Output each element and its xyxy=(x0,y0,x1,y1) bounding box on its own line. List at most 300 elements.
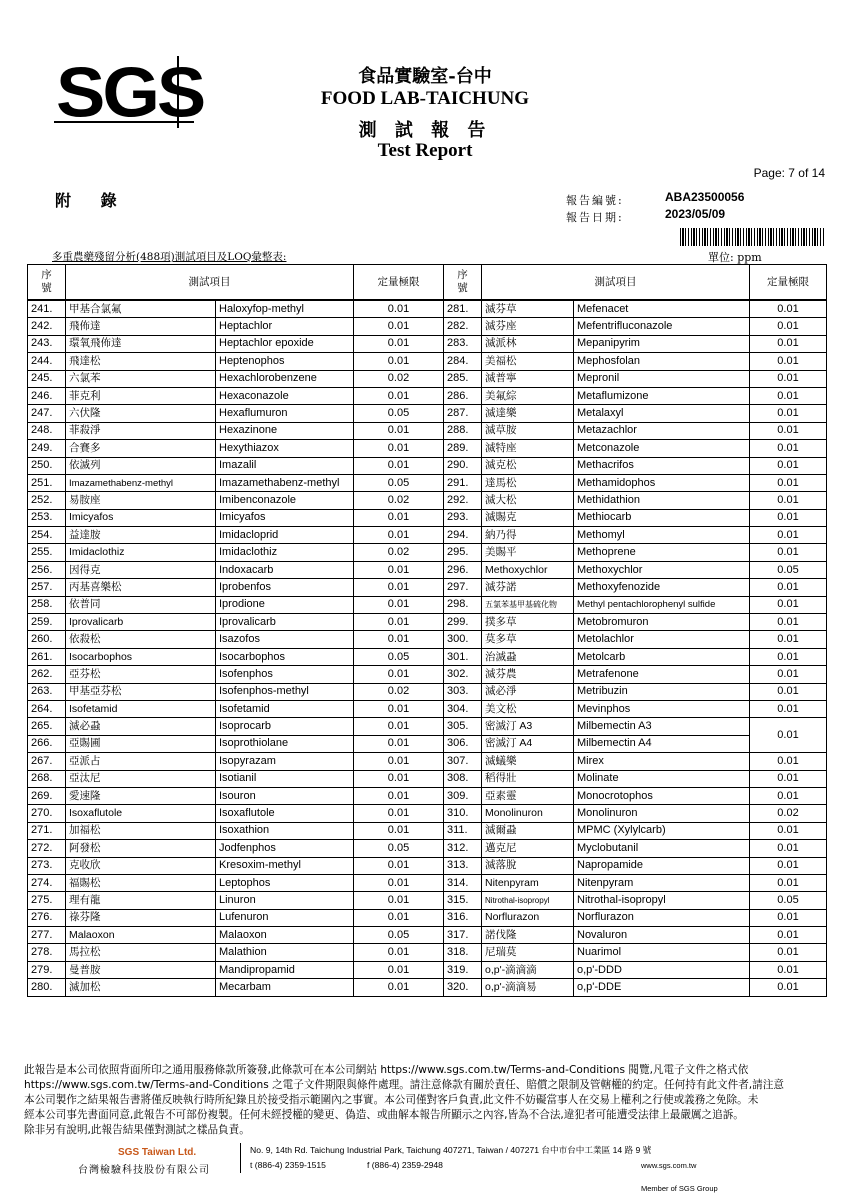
loq-value: 0.01 xyxy=(750,300,827,318)
table-row xyxy=(28,300,827,318)
row-number: 260. xyxy=(28,631,66,648)
pesticide-name-zh: Isoxaflutole xyxy=(66,805,216,822)
company-tel: t (886-4) 2359-1515 xyxy=(250,1160,326,1170)
pesticide-name-en: Isofetamid xyxy=(216,700,354,717)
loq-value: 0.01 xyxy=(354,335,444,352)
report-no-label: 報告編號: xyxy=(566,194,624,207)
loq-value: 0.01 xyxy=(354,579,444,596)
row-number: 293. xyxy=(444,509,482,526)
row-number: 291. xyxy=(444,474,482,491)
pesticide-name-zh: 納乃得 xyxy=(482,527,574,544)
loq-value: 0.01 xyxy=(354,440,444,457)
row-number: 273. xyxy=(28,857,66,874)
row-number: 271. xyxy=(28,822,66,839)
loq-value: 0.01 xyxy=(750,544,827,561)
pesticide-name-en: Napropamide xyxy=(574,857,750,874)
loq-value: 0.01 xyxy=(354,527,444,544)
pesticide-name-zh: Methoxychlor xyxy=(482,561,574,578)
pesticide-name-en: Linuron xyxy=(216,892,354,909)
col-header-loq: 定量極限 xyxy=(354,265,444,301)
pesticide-name-en: Isofenphos-methyl xyxy=(216,683,354,700)
pesticide-name-en: Metalaxyl xyxy=(574,405,750,422)
company-fax: f (886-4) 2359-2948 xyxy=(367,1160,443,1170)
table-row xyxy=(28,979,827,996)
table-row xyxy=(28,735,827,752)
loq-value: 0.01 xyxy=(750,770,827,787)
table-row xyxy=(28,457,827,474)
loq-value: 0.05 xyxy=(354,927,444,944)
loq-value: 0.01 xyxy=(354,909,444,926)
table-row xyxy=(28,440,827,457)
pesticide-name-zh: Imazamethabenz-methyl xyxy=(66,474,216,491)
row-number: 269. xyxy=(28,787,66,804)
pesticide-name-en: MPMC (Xylylcarb) xyxy=(574,822,750,839)
loq-value: 0.01 xyxy=(750,700,827,717)
loq-value: 0.01 xyxy=(354,596,444,613)
loq-value: 0.01 xyxy=(354,561,444,578)
loq-value: 0.01 xyxy=(354,753,444,770)
sgs-logo-text: SGS xyxy=(56,53,204,132)
table-row xyxy=(28,335,827,352)
pesticide-name-en: Heptachlor epoxide xyxy=(216,335,354,352)
company-name-zh: 台灣檢驗科技股份有限公司 xyxy=(78,1165,210,1176)
pesticide-name-zh: Isofetamid xyxy=(66,700,216,717)
loq-value: 0.01 xyxy=(750,822,827,839)
table-row xyxy=(28,753,827,770)
row-number: 283. xyxy=(444,335,482,352)
row-number: 249. xyxy=(28,440,66,457)
col-header-loq: 定量極限 xyxy=(750,265,827,301)
pesticide-name-zh: 依滅列 xyxy=(66,457,216,474)
row-number: 257. xyxy=(28,579,66,596)
pesticide-name-en: Isoprocarb xyxy=(216,718,354,735)
pesticide-name-zh: 六氯苯 xyxy=(66,370,216,387)
report-title-zh: 測 試 報 告 xyxy=(358,120,492,141)
pesticide-name-en: Isoxathion xyxy=(216,822,354,839)
loq-value: 0.05 xyxy=(354,474,444,491)
row-number: 267. xyxy=(28,753,66,770)
table-row xyxy=(28,405,827,422)
table-row xyxy=(28,840,827,857)
loq-value: 0.02 xyxy=(750,805,827,822)
pesticide-name-en: Isocarbophos xyxy=(216,648,354,665)
pesticide-name-zh: 愛速隆 xyxy=(66,787,216,804)
pesticide-name-en: Methacrifos xyxy=(574,457,750,474)
loq-value: 0.01 xyxy=(354,857,444,874)
loq-value: 0.01 xyxy=(354,718,444,735)
row-number: 302. xyxy=(444,666,482,683)
table-row xyxy=(28,631,827,648)
pesticide-name-en: Mirex xyxy=(574,753,750,770)
row-number: 281. xyxy=(444,300,482,318)
loq-value: 0.01 xyxy=(354,944,444,961)
report-no: ABA23500056 xyxy=(665,190,745,204)
pesticide-name-en: o,p'-DDD xyxy=(574,961,750,978)
pesticide-name-zh: 亞汰尼 xyxy=(66,770,216,787)
loq-value: 0.01 xyxy=(750,457,827,474)
row-number: 289. xyxy=(444,440,482,457)
pesticide-name-en: Metconazole xyxy=(574,440,750,457)
pesticide-name-zh: 曼普胺 xyxy=(66,961,216,978)
pesticide-name-zh: Imidaclothiz xyxy=(66,544,216,561)
row-number: 251. xyxy=(28,474,66,491)
member-of-sgs: Member of SGS Group xyxy=(641,1184,718,1193)
pesticide-name-zh: 菲殺淨 xyxy=(66,422,216,439)
pesticide-name-en: Nitrothal-isopropyl xyxy=(574,892,750,909)
pesticide-name-zh: 邁克尼 xyxy=(482,840,574,857)
pesticide-name-zh: 美文松 xyxy=(482,700,574,717)
loq-value: 0.01 xyxy=(354,700,444,717)
company-website: www.sgs.com.tw xyxy=(641,1161,697,1170)
row-number: 286. xyxy=(444,387,482,404)
loq-value: 0.01 xyxy=(354,666,444,683)
pesticide-name-en: Methomyl xyxy=(574,527,750,544)
pesticide-name-zh: 依普同 xyxy=(66,596,216,613)
loq-value: 0.01 xyxy=(354,770,444,787)
pesticide-name-en: Imicyafos xyxy=(216,509,354,526)
pesticide-name-zh: 滅芬諾 xyxy=(482,579,574,596)
loq-value: 0.01 xyxy=(354,614,444,631)
row-number: 282. xyxy=(444,318,482,335)
pesticide-name-en: Kresoxim-methyl xyxy=(216,857,354,874)
pesticide-name-en: Lufenuron xyxy=(216,909,354,926)
pesticide-name-en: Jodfenphos xyxy=(216,840,354,857)
pesticide-name-en: o,p'-DDE xyxy=(574,979,750,996)
pesticide-name-zh: 六伏隆 xyxy=(66,405,216,422)
pesticide-name-en: Hexaconazole xyxy=(216,387,354,404)
loq-value: 0.01 xyxy=(750,318,827,335)
pesticide-name-zh: 諾伐隆 xyxy=(482,927,574,944)
pesticide-name-zh: 祿芬隆 xyxy=(66,909,216,926)
pesticide-name-en: Methiocarb xyxy=(574,509,750,526)
pesticide-name-en: Myclobutanil xyxy=(574,840,750,857)
pesticide-name-zh: 達馬松 xyxy=(482,474,574,491)
loq-value: 0.01 xyxy=(750,857,827,874)
row-number: 272. xyxy=(28,840,66,857)
table-header-row xyxy=(28,265,827,301)
loq-value: 0.01 xyxy=(354,979,444,996)
pesticide-name-en: Iprobenfos xyxy=(216,579,354,596)
pesticide-name-zh: 莫多草 xyxy=(482,631,574,648)
disclaimer xyxy=(24,1063,830,1138)
pesticide-name-en: Methyl pentachlorophenyl sulfide xyxy=(574,596,750,613)
pesticide-name-en: Hexachlorobenzene xyxy=(216,370,354,387)
table-row xyxy=(28,718,827,735)
table-row xyxy=(28,927,827,944)
table-row xyxy=(28,805,827,822)
pesticide-name-zh: 滅賜克 xyxy=(482,509,574,526)
loq-value: 0.05 xyxy=(354,648,444,665)
pesticide-name-en: Metobromuron xyxy=(574,614,750,631)
table-row xyxy=(28,892,827,909)
row-number: 276. xyxy=(28,909,66,926)
pesticide-name-en: Methamidophos xyxy=(574,474,750,491)
row-number: 319. xyxy=(444,961,482,978)
table-row xyxy=(28,648,827,665)
pesticide-name-en: Isopyrazam xyxy=(216,753,354,770)
row-number: 268. xyxy=(28,770,66,787)
row-number: 298. xyxy=(444,596,482,613)
disclaimer-line: 此報告是本公司依照背面所印之通用服務條款所簽發,此條款可在本公司網站 https://www.sgs.com.tw/Terms-and-Conditions 閱覽,凡電子文件之格式依 xyxy=(24,1064,749,1076)
loq-value: 0.01 xyxy=(750,474,827,491)
row-number: 315. xyxy=(444,892,482,909)
pesticide-name-en: Hexythiazox xyxy=(216,440,354,457)
loq-value: 0.01 xyxy=(750,944,827,961)
row-number: 243. xyxy=(28,335,66,352)
loq-value: 0.01 xyxy=(354,300,444,318)
pesticide-name-en: Mepronil xyxy=(574,370,750,387)
table-row xyxy=(28,561,827,578)
pesticide-name-zh: 美福松 xyxy=(482,353,574,370)
loq-value: 0.01 xyxy=(354,735,444,752)
pesticide-name-zh: 美氟綜 xyxy=(482,387,574,404)
table-row xyxy=(28,509,827,526)
table-row xyxy=(28,353,827,370)
row-number: 292. xyxy=(444,492,482,509)
col-header-item: 測試項目 xyxy=(482,265,750,301)
pesticide-name-en: Imazalil xyxy=(216,457,354,474)
row-number: 294. xyxy=(444,527,482,544)
disclaimer-line: 除非另有說明,此報告結果僅對測試之樣品負責。 xyxy=(24,1124,250,1136)
company-address: No. 9, 14th Rd. Taichung Industrial Park, Taichung 407271, Taiwan / 407271 台中市台中工業區 14 路 9 號 xyxy=(250,1145,652,1155)
loq-value: 0.01 xyxy=(750,648,827,665)
row-number: 255. xyxy=(28,544,66,561)
pesticide-name-en: Imazamethabenz-methyl xyxy=(216,474,354,491)
row-number: 263. xyxy=(28,683,66,700)
loq-value: 0.01 xyxy=(750,527,827,544)
table-row xyxy=(28,544,827,561)
pesticide-name-zh: 環氧飛佈達 xyxy=(66,335,216,352)
table-row xyxy=(28,822,827,839)
table-row xyxy=(28,683,827,700)
row-number: 313. xyxy=(444,857,482,874)
pesticide-name-zh: Norflurazon xyxy=(482,909,574,926)
pesticide-name-zh: 益達胺 xyxy=(66,527,216,544)
loq-value: 0.01 xyxy=(750,787,827,804)
barcode xyxy=(680,228,825,246)
loq-value: 0.01 xyxy=(750,579,827,596)
row-number: 301. xyxy=(444,648,482,665)
table-title: 多重農藥殘留分析(488項)測試項目及LOQ彙整表: xyxy=(52,251,287,263)
row-number: 266. xyxy=(28,735,66,752)
row-number: 285. xyxy=(444,370,482,387)
loq-value: 0.01 xyxy=(354,822,444,839)
loq-value: 0.01 xyxy=(750,596,827,613)
pesticide-name-zh: 理有龍 xyxy=(66,892,216,909)
row-number: 245. xyxy=(28,370,66,387)
pesticide-name-en: Metribuzin xyxy=(574,683,750,700)
loq-value: 0.01 xyxy=(354,805,444,822)
row-number: 252. xyxy=(28,492,66,509)
loq-value: 0.05 xyxy=(354,840,444,857)
pesticide-name-en: Milbemectin A4 xyxy=(574,735,750,752)
disclaimer-line: 經本公司事先書面同意,此報告不可部份複製。任何未經授權的變更、偽造、或曲解本報告所顯示之內容,皆為不合法,違犯者可能遭受法律上最嚴厲之追訴。 xyxy=(24,1109,744,1121)
pesticide-name-zh: 亞派占 xyxy=(66,753,216,770)
row-number: 309. xyxy=(444,787,482,804)
appendix-heading: 附 錄 xyxy=(55,191,129,210)
row-number: 270. xyxy=(28,805,66,822)
loq-value: 0.01 xyxy=(750,387,827,404)
pesticide-name-en: Mecarbam xyxy=(216,979,354,996)
pesticide-name-en: Malaoxon xyxy=(216,927,354,944)
pesticide-name-zh: 滅必蝨 xyxy=(66,718,216,735)
row-number: 274. xyxy=(28,874,66,891)
loq-value: 0.01 xyxy=(750,405,827,422)
pesticide-name-en: Nuarimol xyxy=(574,944,750,961)
pesticide-name-zh: 飛佈達 xyxy=(66,318,216,335)
pesticide-name-en: Malathion xyxy=(216,944,354,961)
pesticide-name-zh: 滅普寧 xyxy=(482,370,574,387)
pesticide-name-zh: 滅落脫 xyxy=(482,857,574,874)
pesticide-name-zh: 易胺座 xyxy=(66,492,216,509)
report-title-en: Test Report xyxy=(377,140,473,161)
loq-value: 0.01 xyxy=(750,631,827,648)
pesticide-name-en: Heptachlor xyxy=(216,318,354,335)
page-number: Page: 7 of 14 xyxy=(753,166,825,180)
table-row xyxy=(28,579,827,596)
row-number: 304. xyxy=(444,700,482,717)
row-number: 306. xyxy=(444,735,482,752)
pesticide-name-zh: 馬拉松 xyxy=(66,944,216,961)
pesticide-name-zh: Isocarbophos xyxy=(66,648,216,665)
loq-value: 0.01 xyxy=(750,509,827,526)
pesticide-name-en: Imidacloprid xyxy=(216,527,354,544)
table-row xyxy=(28,909,827,926)
row-number: 254. xyxy=(28,527,66,544)
table-row xyxy=(28,370,827,387)
row-number: 259. xyxy=(28,614,66,631)
pesticide-name-zh: Malaoxon xyxy=(66,927,216,944)
loq-value: 0.01 xyxy=(354,509,444,526)
pesticide-name-zh: 滅爾蝨 xyxy=(482,822,574,839)
pesticide-name-en: Mefenacet xyxy=(574,300,750,318)
pesticide-name-zh: 治滅蝨 xyxy=(482,648,574,665)
pesticide-name-en: Leptophos xyxy=(216,874,354,891)
lab-name-en: FOOD LAB-TAICHUNG xyxy=(320,88,530,109)
row-number: 262. xyxy=(28,666,66,683)
row-number: 256. xyxy=(28,561,66,578)
pesticide-name-en: Methoprene xyxy=(574,544,750,561)
row-number: 284. xyxy=(444,353,482,370)
unit-label: 單位: ppm xyxy=(708,251,762,264)
table-row xyxy=(28,944,827,961)
loq-value: 0.01 xyxy=(750,718,827,753)
pesticide-name-en: Isoxaflutole xyxy=(216,805,354,822)
pesticide-name-zh: 菲克利 xyxy=(66,387,216,404)
pesticide-name-zh: o,p'-滴滴滴 xyxy=(482,961,574,978)
pesticide-name-zh: 密滅汀 A3 xyxy=(482,718,574,735)
pesticide-name-zh: o,p'-滴滴易 xyxy=(482,979,574,996)
footer-divider xyxy=(240,1143,241,1173)
loq-value: 0.01 xyxy=(750,961,827,978)
row-number: 308. xyxy=(444,770,482,787)
table-row xyxy=(28,596,827,613)
pesticide-name-zh: 滅蟻樂 xyxy=(482,753,574,770)
row-number: 277. xyxy=(28,927,66,944)
row-number: 300. xyxy=(444,631,482,648)
loq-value: 0.01 xyxy=(354,422,444,439)
row-number: 316. xyxy=(444,909,482,926)
loq-value: 0.01 xyxy=(750,492,827,509)
pesticide-name-en: Methoxychlor xyxy=(574,561,750,578)
row-number: 244. xyxy=(28,353,66,370)
row-number: 305. xyxy=(444,718,482,735)
row-number: 279. xyxy=(28,961,66,978)
row-number: 253. xyxy=(28,509,66,526)
loq-value: 0.01 xyxy=(354,318,444,335)
pesticide-name-en: Mevinphos xyxy=(574,700,750,717)
pesticide-name-en: Metazachlor xyxy=(574,422,750,439)
loq-value: 0.01 xyxy=(354,961,444,978)
loq-value: 0.01 xyxy=(750,874,827,891)
pesticide-name-zh: 尼瑞莫 xyxy=(482,944,574,961)
pesticide-name-zh: 滅達樂 xyxy=(482,405,574,422)
pesticide-name-zh: 滅必淨 xyxy=(482,683,574,700)
table-row xyxy=(28,787,827,804)
report-date-label: 報告日期: xyxy=(566,211,624,224)
loq-value: 0.01 xyxy=(354,387,444,404)
pesticide-name-zh: 亞芬松 xyxy=(66,666,216,683)
loq-value: 0.01 xyxy=(750,683,827,700)
row-number: 248. xyxy=(28,422,66,439)
pesticide-name-zh: 克收欣 xyxy=(66,857,216,874)
loq-value: 0.02 xyxy=(354,492,444,509)
loq-value: 0.01 xyxy=(354,892,444,909)
company-name-en: SGS Taiwan Ltd. xyxy=(118,1147,197,1158)
pesticide-name-en: Isazofos xyxy=(216,631,354,648)
disclaimer-line: 本公司製作之結果報告書將僅反映執行時所紀錄且於接受指示範圍內之事實。本公司僅對客戶負責,此文件不妨礙當事人在交易上權利之行使或義務之免除。未 xyxy=(24,1094,759,1106)
pesticide-name-en: Metaflumizone xyxy=(574,387,750,404)
row-number: 299. xyxy=(444,614,482,631)
row-number: 246. xyxy=(28,387,66,404)
pesticide-name-en: Molinate xyxy=(574,770,750,787)
loq-value: 0.01 xyxy=(750,753,827,770)
loq-value: 0.01 xyxy=(750,422,827,439)
pesticide-name-zh: 依殺松 xyxy=(66,631,216,648)
table-row xyxy=(28,527,827,544)
loq-value: 0.01 xyxy=(354,457,444,474)
table-row xyxy=(28,961,827,978)
row-number: 312. xyxy=(444,840,482,857)
pesticide-name-zh: 滅芬農 xyxy=(482,666,574,683)
lab-name-zh: 食品實驗室-台中 xyxy=(358,66,492,87)
loq-value: 0.01 xyxy=(354,787,444,804)
row-number: 310. xyxy=(444,805,482,822)
pesticide-name-zh: Monolinuron xyxy=(482,805,574,822)
loq-value: 0.01 xyxy=(750,440,827,457)
pesticide-name-zh: Nitenpyram xyxy=(482,874,574,891)
loq-value: 0.01 xyxy=(750,927,827,944)
pesticide-name-zh: 阿發松 xyxy=(66,840,216,857)
loq-value: 0.05 xyxy=(750,561,827,578)
table-row xyxy=(28,387,827,404)
pesticide-name-en: Milbemectin A3 xyxy=(574,718,750,735)
table-row xyxy=(28,492,827,509)
row-number: 264. xyxy=(28,700,66,717)
pesticide-name-en: Norflurazon xyxy=(574,909,750,926)
pesticide-name-zh: 滅特座 xyxy=(482,440,574,457)
pesticide-name-en: Mephosfolan xyxy=(574,353,750,370)
loq-value: 0.05 xyxy=(750,892,827,909)
loq-value: 0.01 xyxy=(354,874,444,891)
disclaimer-line: https://www.sgs.com.tw/Terms-and-Conditions 之電子文件期限與條件處理。請注意條款有關於責任、賠償之限制及管轄權的約定。任何持有此文件者,請注意 xyxy=(24,1079,784,1091)
table-row xyxy=(28,874,827,891)
loq-value: 0.01 xyxy=(750,614,827,631)
col-header-item: 測試項目 xyxy=(66,265,354,301)
pesticide-name-zh: 滅大松 xyxy=(482,492,574,509)
pesticide-name-zh: 亞賜圃 xyxy=(66,735,216,752)
table-row xyxy=(28,474,827,491)
